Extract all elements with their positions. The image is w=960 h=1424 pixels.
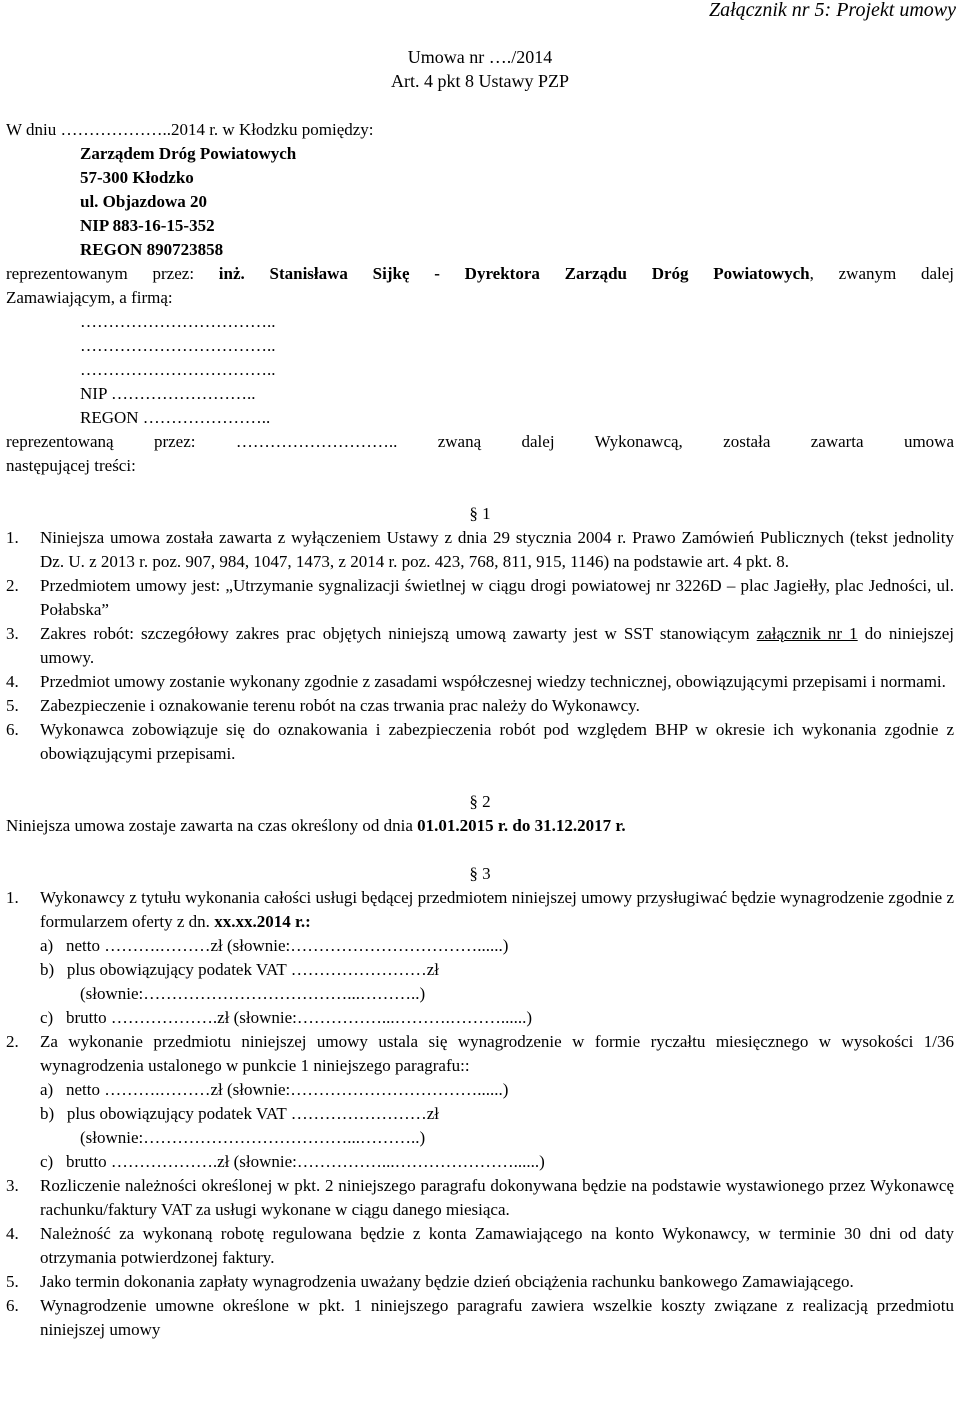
contract-title: Umowa nr …./2014 — [407, 47, 553, 67]
representation-line: reprezentowanym przez: inż. Stanisława Sijkę - Dyrektora Zarządu Dróg Powiatowych, zwanym dalej — [6, 264, 954, 283]
contract-body — [6, 118, 954, 1342]
section3-item: 1. Wykonawcy z tytułu wykonania całości usługi będącej przedmiotem niniejszej umowy przysługiwać będzie wynagrodzenie zgodnie z formularzem oferty z dn. xx.xx.2014 r.: — [6, 888, 954, 931]
section1-item: 1. Niniejsza umowa została zawarta z wyłączeniem Ustawy z dnia 29 stycznia 2004 r. Prawo Zamówień Publicznych (tekst jednolity Dz. U. z 2013 r. poz. 907, 984, 1047, 1473, z 2014 r. poz. 423, 768, 811, 915, 1146) na podstawie art. 4 pkt. 8. — [6, 528, 954, 571]
section1-item: 3. Zakres robót: szczegółowy zakres prac objętych niniejszą umową zawarty jest w SST stanowiącym załącznik nr 1 do niniejszej umowy. — [6, 624, 954, 667]
section1-item: 4. Przedmiot umowy zostanie wykonany zgodnie z zasadami współczesnej wiedzy technicznej, obowiązującymi przepisami i normami. — [6, 672, 946, 691]
party1-block — [6, 142, 954, 262]
date-line: W dniu ………………..2014 r. w Kłodzku pomiędzy: — [6, 120, 374, 139]
offer-date: xx.xx.2014 r.: — [214, 912, 311, 931]
party1-line: NIP 883-16-15-352 — [80, 216, 215, 235]
party2-line: …………………………….. — [80, 336, 276, 355]
section3-item: 3. Rozliczenie należności określonej w pkt. 2 niniejszego paragrafu dokonywana będzie na podstawie wystawionego przez Wykonawcę rachunku/faktury VAT za usługi wykonane w ciągu danego miesiąca. — [6, 1176, 954, 1219]
amount-line: b) plus obowiązujący podatek VAT ……………………zł — [40, 960, 439, 979]
section-heading-2: § 2 — [469, 792, 491, 811]
amount-line: a) netto ……….………zł (słownie:……………………………......) — [40, 1080, 509, 1099]
section1-item: 5. Zabezpieczenie i oznakowanie terenu robót na czas trwania prac należy do Wykonawcy. — [6, 696, 640, 715]
party2-line: …………………………….. — [80, 360, 276, 379]
section3-item: 6. Wynagrodzenie umowne określone w pkt. 1 niniejszego paragrafu zawiera wszelkie koszty związane z realizacją przedmiotu niniejszej umowy — [6, 1296, 954, 1339]
section3-item: 4. Należność za wykonaną robotę regulowana będzie z konta Zamawiającego na konto Wykonawcy, w terminie 30 dni od daty otrzymania potwierdzonej faktury. — [6, 1224, 954, 1267]
amount-line: c) brutto ……………….zł (słownie:……………...……….………......) — [40, 1008, 533, 1027]
party2-block — [6, 310, 954, 430]
contract-legal-basis: Art. 4 pkt 8 Ustawy PZP — [390, 71, 569, 91]
contract-term-dates: 01.01.2015 r. do 31.12.2017 r. — [417, 816, 626, 835]
party2-line: NIP …………………….. — [80, 384, 256, 403]
section1-item: 2. Przedmiotem umowy jest: „Utrzymanie sygnalizacji świetlnej w ciągu drogi powiatowej nr 3226D – plac Jagiełły, plac Jedności, ul. Połabska” — [6, 576, 954, 619]
contract-header — [0, 45, 960, 93]
section-heading-3: § 3 — [469, 864, 491, 883]
amount-line: (słownie:………………………………...………..) — [80, 984, 426, 1003]
party1-line: 57-300 Kłodzko — [80, 168, 194, 187]
party2-line: …………………………….. — [80, 312, 276, 331]
amount-line: (słownie:………………………………...………..) — [80, 1128, 426, 1147]
contractor-representation-line: reprezentowaną przez: ……………………….. zwaną dalej Wykonawcą, została zawarta umowa — [6, 432, 954, 451]
contractor-representation-line-2: następującej treści: — [6, 456, 136, 475]
party1-line: REGON 890723858 — [80, 240, 224, 259]
party1-line: Zarządem Dróg Powiatowych — [80, 144, 297, 163]
section3-item: 5. Jako termin dokonania zapłaty wynagrodzenia uważany będzie dzień obciążenia rachunku bankowego Zamawiającego. — [6, 1272, 854, 1291]
attachment-reference: załącznik nr 1 — [756, 624, 858, 643]
representation-line-2: Zamawiającym, a firmą: — [6, 288, 173, 307]
party2-line: REGON ………………….. — [80, 408, 271, 427]
contract-term: Niniejsza umowa zostaje zawarta na czas określony od dnia 01.01.2015 r. do 31.12.2017 r. — [6, 816, 626, 835]
section1-item: 6. Wykonawca zobowiązuje się do oznakowania i zabezpieczenia robót pod względem BHP w okresie ich wykonania zgodnie z obowiązującymi przepisami. — [6, 720, 954, 763]
amount-line: b) plus obowiązujący podatek VAT ……………………zł — [40, 1104, 439, 1123]
section3-item: 2. Za wykonanie przedmiotu niniejszej umowy ustala się wynagrodzenie w formie ryczałtu miesięcznego w wysokości 1/36 wynagrodzenia ustalonego w punkcie 1 niniejszego paragrafu:: — [6, 1032, 954, 1075]
section-heading-1: § 1 — [469, 504, 491, 523]
representative-name: inż. Stanisława Sijkę - Dyrektora Zarządu Dróg Powiatowych — [218, 264, 810, 283]
attachment-label: Załącznik nr 5: Projekt umowy — [708, 0, 956, 21]
amount-line: a) netto ……….………zł (słownie:……………………………......) — [40, 936, 509, 955]
amount-line: c) brutto ……………….zł (słownie:……………...…………………......) — [40, 1152, 545, 1171]
party1-line: ul. Objazdowa 20 — [80, 192, 208, 211]
